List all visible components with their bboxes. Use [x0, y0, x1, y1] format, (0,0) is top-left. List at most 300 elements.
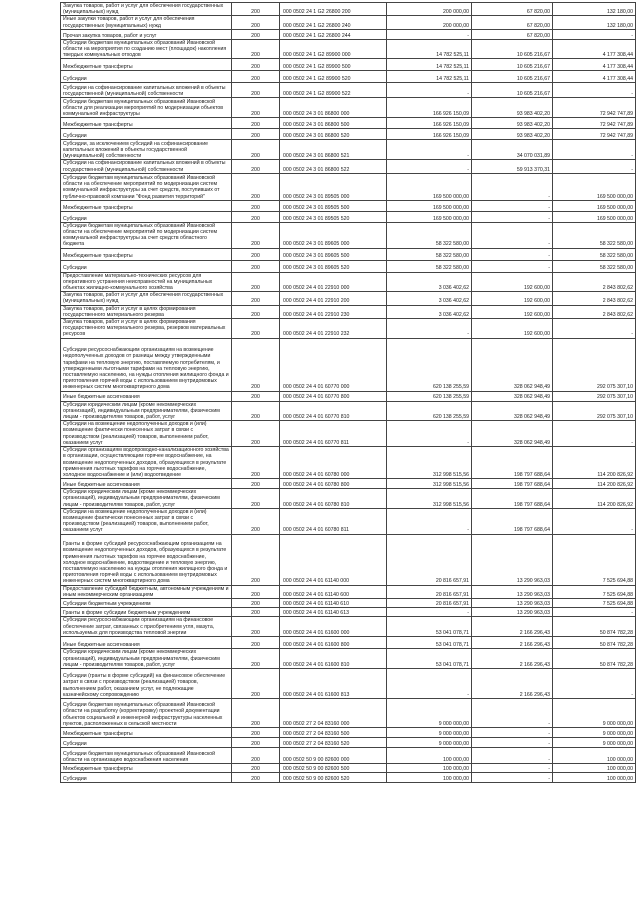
executed-amount-cell: 10 605 216,67 — [472, 83, 553, 98]
expense-name-cell: Субсидии — [61, 211, 232, 222]
classification-code-cell: 000 0502 24 4 01 60780 811 — [280, 508, 387, 534]
classification-code-cell: 000 0502 24 3 01 89505 520 — [280, 211, 387, 222]
table-row — [61, 585, 636, 598]
line-code-cell: 200 — [232, 16, 280, 29]
classification-code-cell: 000 0502 24 3 01 89605 000 — [280, 222, 387, 248]
unexecuted-amount-cell: - — [553, 607, 636, 616]
line-code-cell: 200 — [232, 747, 280, 763]
executed-amount-cell: 2 166 296,43 — [472, 648, 553, 668]
unexecuted-amount-cell: 9 000 000,00 — [553, 698, 636, 727]
expense-name-cell: Иные бюджетные ассигнования — [61, 479, 232, 489]
executed-amount-cell: 10 605 216,67 — [472, 59, 553, 71]
classification-code-cell: 000 0502 24 4 01 60770 000 — [280, 338, 387, 391]
expense-name-cell: Субсидии — [61, 772, 232, 782]
classification-code-cell: 000 0502 24 3 01 86800 520 — [280, 129, 387, 140]
line-code-cell: 200 — [232, 598, 280, 607]
table-row — [61, 118, 636, 129]
unexecuted-amount-cell: - — [553, 668, 636, 698]
approved-amount-cell: - — [387, 607, 472, 616]
classification-code-cell: 000 0502 24 4 01 61600 000 — [280, 616, 387, 636]
unexecuted-amount-cell: 58 322 580,00 — [553, 222, 636, 248]
expense-name-cell: Закупка товаров, работ и услуг в целях формирования государственного материального резерва, резервов материальных ресурсов — [61, 319, 232, 339]
executed-amount-cell: 67 820,00 — [472, 29, 553, 39]
executed-amount-cell: 198 797 688,64 — [472, 489, 553, 509]
approved-amount-cell: 200 000,00 — [387, 16, 472, 29]
unexecuted-amount-cell: 2 843 802,62 — [553, 272, 636, 292]
expense-name-cell: Иные бюджетные ассигнования — [61, 391, 232, 401]
classification-code-cell: 000 0502 24 1 G2 26800 244 — [280, 29, 387, 39]
executed-amount-cell: - — [472, 211, 553, 222]
executed-amount-cell: - — [472, 173, 553, 200]
table-row — [61, 83, 636, 98]
executed-amount-cell: 13 290 963,03 — [472, 534, 553, 585]
approved-amount-cell: 53 041 078,71 — [387, 636, 472, 648]
executed-amount-cell: 13 290 963,03 — [472, 598, 553, 607]
unexecuted-amount-cell: 9 000 000,00 — [553, 727, 636, 737]
expense-name-cell: Закупка товаров, работ и услуг для обеспечения государственных (муниципальных) нужд — [61, 3, 232, 16]
classification-code-cell: 000 0502 50 9 00 82600 000 — [280, 747, 387, 763]
unexecuted-amount-cell: 100 000,00 — [553, 747, 636, 763]
approved-amount-cell: 14 782 525,11 — [387, 39, 472, 59]
table-row — [61, 421, 636, 447]
expense-name-cell: Субсидии на возмещение недополученных доходов и (или) возмещение фактически понесенных затрат в связи с производством (реализацией) товаров, выполнением работ, оказанием услуг — [61, 508, 232, 534]
unexecuted-amount-cell: 72 942 747,89 — [553, 129, 636, 140]
table-row — [61, 305, 636, 318]
approved-amount-cell: 9 000 000,00 — [387, 737, 472, 747]
executed-amount-cell: - — [472, 222, 553, 248]
executed-amount-cell: 93 983 402,20 — [472, 118, 553, 129]
unexecuted-amount-cell: 4 177 308,44 — [553, 71, 636, 83]
approved-amount-cell: - — [387, 160, 472, 173]
unexecuted-amount-cell: 9 000 000,00 — [553, 737, 636, 747]
unexecuted-amount-cell: - — [553, 83, 636, 98]
classification-code-cell: 000 0502 24 4 01 22910 000 — [280, 272, 387, 292]
line-code-cell: 200 — [232, 616, 280, 636]
expense-name-cell: Субсидии ресурсоснабжающим организациям на финансовое обеспечение затрат, связанных с приобретением угля, мазута, используемых для производства тепловой энергии — [61, 616, 232, 636]
approved-amount-cell: - — [387, 83, 472, 98]
unexecuted-amount-cell: 58 322 580,00 — [553, 248, 636, 260]
approved-amount-cell: 20 816 657,91 — [387, 585, 472, 598]
expense-name-cell: Субсидии бюджетам муниципальных образований Ивановской области на мероприятия по созданию мест (площадок) накопления твердых коммунальных отходов — [61, 39, 232, 59]
line-code-cell: 200 — [232, 71, 280, 83]
classification-code-cell: 000 0502 24 4 01 60770 800 — [280, 391, 387, 401]
approved-amount-cell: 9 000 000,00 — [387, 727, 472, 737]
unexecuted-amount-cell: 292 075 307,10 — [553, 401, 636, 421]
approved-amount-cell: 312 998 515,56 — [387, 479, 472, 489]
classification-code-cell: 000 0502 50 9 00 82600 520 — [280, 772, 387, 782]
approved-amount-cell: 53 041 078,71 — [387, 648, 472, 668]
executed-amount-cell: 328 062 948,49 — [472, 401, 553, 421]
classification-code-cell: 000 0502 24 3 01 86800 521 — [280, 140, 387, 160]
table-row — [61, 489, 636, 509]
classification-code-cell: 000 0502 24 1 G2 89900 522 — [280, 83, 387, 98]
classification-code-cell: 000 0502 24 3 01 89605 500 — [280, 248, 387, 260]
line-code-cell: 200 — [232, 607, 280, 616]
line-code-cell: 200 — [232, 763, 280, 772]
line-code-cell: 200 — [232, 272, 280, 292]
unexecuted-amount-cell: 72 942 747,89 — [553, 118, 636, 129]
expense-name-cell: Межбюджетные трансферты — [61, 727, 232, 737]
line-code-cell: 200 — [232, 668, 280, 698]
line-code-cell: 200 — [232, 534, 280, 585]
line-code-cell: 200 — [232, 29, 280, 39]
approved-amount-cell: 100 000,00 — [387, 763, 472, 772]
unexecuted-amount-cell: - — [553, 319, 636, 339]
line-code-cell: 200 — [232, 737, 280, 747]
table-row — [61, 16, 636, 29]
classification-code-cell: 000 0502 24 3 01 89605 520 — [280, 260, 387, 272]
unexecuted-amount-cell: 114 200 826,92 — [553, 447, 636, 479]
table-row — [61, 3, 636, 16]
approved-amount-cell: 169 500 000,00 — [387, 211, 472, 222]
unexecuted-amount-cell: 72 942 747,89 — [553, 98, 636, 118]
approved-amount-cell: 200 000,00 — [387, 3, 472, 16]
unexecuted-amount-cell: 58 322 580,00 — [553, 260, 636, 272]
executed-amount-cell: 93 983 402,20 — [472, 129, 553, 140]
approved-amount-cell: - — [387, 668, 472, 698]
unexecuted-amount-cell: - — [553, 421, 636, 447]
table-row — [61, 772, 636, 782]
line-code-cell: 200 — [232, 585, 280, 598]
approved-amount-cell: 3 036 402,62 — [387, 292, 472, 305]
executed-amount-cell: - — [472, 260, 553, 272]
table-row — [61, 698, 636, 727]
approved-amount-cell: 166 926 150,09 — [387, 129, 472, 140]
table-row — [61, 534, 636, 585]
executed-amount-cell: - — [472, 737, 553, 747]
table-row — [61, 616, 636, 636]
table-row — [61, 200, 636, 211]
expense-name-cell: Субсидии, за исключением субсидий на софинансирование капитальных вложений в объекты государственной (муниципальной) собственности — [61, 140, 232, 160]
line-code-cell: 200 — [232, 59, 280, 71]
expense-name-cell: Субсидии — [61, 71, 232, 83]
table-row — [61, 636, 636, 648]
table-row — [61, 607, 636, 616]
line-code-cell: 200 — [232, 129, 280, 140]
classification-code-cell: 000 0502 24 4 01 22910 232 — [280, 319, 387, 339]
line-code-cell: 200 — [232, 39, 280, 59]
expense-name-cell: Закупка товаров, работ и услуг в целях формирования государственного материального резерва — [61, 305, 232, 318]
line-code-cell: 200 — [232, 391, 280, 401]
table-row — [61, 160, 636, 173]
table-row — [61, 319, 636, 339]
table-row — [61, 129, 636, 140]
expense-name-cell: Субсидии (гранты в форме субсидий) на финансовое обеспечение затрат в связи с производством (реализацией) товаров, выполнением работ, оказанием услуг, не подлежащие казначейскому сопровождению — [61, 668, 232, 698]
expense-name-cell: Субсидии на софинансирование капитальных вложений в объекты государственной (муниципальной) собственности — [61, 83, 232, 98]
classification-code-cell: 000 0502 24 4 01 61140 610 — [280, 598, 387, 607]
expense-name-cell: Иные закупки товаров, работ и услуг для обеспечения государственных (муниципальных) нужд — [61, 16, 232, 29]
expense-name-cell: Субсидии юридическим лицам (кроме некоммерческих организаций), индивидуальным предпринимателям, физическим лицам - производителям товаров, работ, услуг — [61, 401, 232, 421]
line-code-cell: 200 — [232, 222, 280, 248]
line-code-cell: 200 — [232, 211, 280, 222]
approved-amount-cell: 58 322 580,00 — [387, 222, 472, 248]
executed-amount-cell: 198 797 688,64 — [472, 447, 553, 479]
expense-name-cell: Субсидии — [61, 129, 232, 140]
table-row — [61, 98, 636, 118]
unexecuted-amount-cell: 4 177 308,44 — [553, 39, 636, 59]
line-code-cell: 200 — [232, 248, 280, 260]
unexecuted-amount-cell: 100 000,00 — [553, 763, 636, 772]
executed-amount-cell: 192 600,00 — [472, 319, 553, 339]
executed-amount-cell: 198 797 688,64 — [472, 479, 553, 489]
table-row — [61, 260, 636, 272]
executed-amount-cell: 2 166 296,43 — [472, 668, 553, 698]
line-code-cell: 200 — [232, 160, 280, 173]
expense-name-cell: Субсидии организациям водопроводно-канализационного хозяйства в организации, осуществляющим горячее водоснабжение, на возмещение недополученных доходов, образующихся в результате применения льготных тарифов на горячее водоснабжение, холодное водоснабжение и (или) водоотведение — [61, 447, 232, 479]
line-code-cell: 200 — [232, 338, 280, 391]
expense-name-cell: Субсидии бюджетам муниципальных образований Ивановской области на организацию водоснабжения населения — [61, 747, 232, 763]
expense-name-cell: Субсидии бюджетам муниципальных образований Ивановской области для реализации мероприятий по модернизации объектов коммунальной инфраструктуры — [61, 98, 232, 118]
expense-name-cell: Межбюджетные трансферты — [61, 59, 232, 71]
expense-name-cell: Субсидии бюджетам муниципальных образований Ивановской области на разработку (корректировку) проектной документации объектов социальной и инженерной инфраструктуры населенных пунктов, расположенных в сельской местности — [61, 698, 232, 727]
table-row — [61, 401, 636, 421]
executed-amount-cell: 13 290 963,03 — [472, 585, 553, 598]
expense-name-cell: Субсидии бюджетам муниципальных образований Ивановской области на обеспечение мероприятий по модернизации систем коммунальной инфраструктуры за счет средств, поступивших от публично-правовой компании "Фонд развития территорий" — [61, 173, 232, 200]
expense-name-cell: Субсидии на софинансирование капитальных вложений в объекты государственной (муниципальной) собственности — [61, 160, 232, 173]
executed-amount-cell: 59 913 370,31 — [472, 160, 553, 173]
table-row — [61, 211, 636, 222]
approved-amount-cell: - — [387, 421, 472, 447]
unexecuted-amount-cell: - — [553, 140, 636, 160]
line-code-cell: 200 — [232, 260, 280, 272]
approved-amount-cell: - — [387, 29, 472, 39]
unexecuted-amount-cell: 169 500 000,00 — [553, 200, 636, 211]
unexecuted-amount-cell: 114 200 826,92 — [553, 479, 636, 489]
classification-code-cell: 000 0502 24 4 01 22910 200 — [280, 292, 387, 305]
executed-amount-cell: 67 820,00 — [472, 3, 553, 16]
expense-name-cell: Межбюджетные трансферты — [61, 118, 232, 129]
table-row — [61, 747, 636, 763]
executed-amount-cell: 13 290 963,03 — [472, 607, 553, 616]
executed-amount-cell: - — [472, 200, 553, 211]
expense-name-cell: Закупка товаров, работ и услуг для обеспечения государственных (муниципальных) нужд — [61, 292, 232, 305]
table-row — [61, 447, 636, 479]
line-code-cell: 200 — [232, 173, 280, 200]
table-row — [61, 391, 636, 401]
classification-code-cell: 000 0502 24 4 01 60770 811 — [280, 421, 387, 447]
approved-amount-cell: 166 926 150,09 — [387, 118, 472, 129]
classification-code-cell: 000 0502 24 4 01 61600 810 — [280, 648, 387, 668]
classification-code-cell: 000 0502 24 4 01 60770 810 — [280, 401, 387, 421]
table-row — [61, 39, 636, 59]
approved-amount-cell: 9 000 000,00 — [387, 698, 472, 727]
table-row — [61, 292, 636, 305]
table-body — [61, 3, 636, 783]
unexecuted-amount-cell: 50 874 782,28 — [553, 636, 636, 648]
expense-name-cell: Субсидии на возмещение недополученных доходов и (или) возмещение фактически понесенных затрат в связи с производством (реализацией) товаров, выполнением работ, оказанием услуг — [61, 421, 232, 447]
table-row — [61, 763, 636, 772]
executed-amount-cell: 328 062 948,49 — [472, 338, 553, 391]
classification-code-cell: 000 0502 24 3 01 86800 500 — [280, 118, 387, 129]
executed-amount-cell: 192 600,00 — [472, 292, 553, 305]
unexecuted-amount-cell: 50 874 782,28 — [553, 616, 636, 636]
classification-code-cell: 000 0502 24 4 01 22910 230 — [280, 305, 387, 318]
table-row — [61, 71, 636, 83]
approved-amount-cell: 620 138 255,59 — [387, 391, 472, 401]
approved-amount-cell: 169 500 000,00 — [387, 200, 472, 211]
approved-amount-cell: 620 138 255,59 — [387, 401, 472, 421]
unexecuted-amount-cell: 50 874 782,28 — [553, 648, 636, 668]
line-code-cell: 200 — [232, 698, 280, 727]
classification-code-cell: 000 0502 24 3 01 89505 500 — [280, 200, 387, 211]
unexecuted-amount-cell: 292 075 307,10 — [553, 338, 636, 391]
approved-amount-cell: 620 138 255,59 — [387, 338, 472, 391]
line-code-cell: 200 — [232, 98, 280, 118]
expense-name-cell: Гранты в форме субсидии бюджетным учреждениям — [61, 607, 232, 616]
executed-amount-cell: 192 600,00 — [472, 272, 553, 292]
expense-name-cell: Межбюджетные трансферты — [61, 763, 232, 772]
approved-amount-cell: 58 322 580,00 — [387, 248, 472, 260]
expense-name-cell: Субсидии юридическим лицам (кроме некоммерческих организаций), индивидуальным предпринимателям, физическим лицам - производителям товаров, работ, услуг — [61, 648, 232, 668]
expense-name-cell: Субсидии ресурсоснабжающим организациям на возмещение недополученных доходов от разницы между утвержденными тарифами на тепловую энергию, поставляемую потребителям, и утвержденными льготными тарифами на тепловую энергию, поставляемую населению, на нужды отопления жилищного фонда и приготовления горячей воды с использованием внутридомовых инженерных систем многоквартирного дома — [61, 338, 232, 391]
expense-name-cell: Прочая закупка товаров, работ и услуг — [61, 29, 232, 39]
executed-amount-cell: 93 983 402,20 — [472, 98, 553, 118]
unexecuted-amount-cell: 169 500 000,00 — [553, 211, 636, 222]
approved-amount-cell: 312 998 515,56 — [387, 489, 472, 509]
classification-code-cell: 000 0502 50 9 00 82600 500 — [280, 763, 387, 772]
approved-amount-cell: 14 782 525,11 — [387, 71, 472, 83]
executed-amount-cell: - — [472, 727, 553, 737]
line-code-cell: 200 — [232, 200, 280, 211]
table-row — [61, 508, 636, 534]
classification-code-cell: 000 0502 24 4 01 61140 613 — [280, 607, 387, 616]
classification-code-cell: 000 0502 24 4 01 60780 810 — [280, 489, 387, 509]
approved-amount-cell: 20 816 657,91 — [387, 598, 472, 607]
table-row — [61, 173, 636, 200]
table-row — [61, 668, 636, 698]
classification-code-cell: 000 0502 24 4 01 61600 800 — [280, 636, 387, 648]
approved-amount-cell: - — [387, 508, 472, 534]
table-row — [61, 248, 636, 260]
line-code-cell: 200 — [232, 489, 280, 509]
expense-name-cell: Иные бюджетные ассигнования — [61, 636, 232, 648]
executed-amount-cell: - — [472, 763, 553, 772]
expense-name-cell: Предоставление материально-технических ресурсов для оперативного устранения неисправностей на муниципальных объектах жилищно-коммунального хозяйства — [61, 272, 232, 292]
line-code-cell: 200 — [232, 648, 280, 668]
table-row — [61, 479, 636, 489]
classification-code-cell: 000 0502 24 4 01 61140 000 — [280, 534, 387, 585]
executed-amount-cell: 192 600,00 — [472, 305, 553, 318]
expense-name-cell: Субсидии юридическим лицам (кроме некоммерческих организаций), индивидуальным предпринимателям, физическим лицам - производителям товаров, работ, услуг — [61, 489, 232, 509]
table-row — [61, 727, 636, 737]
table-row — [61, 338, 636, 391]
line-code-cell: 200 — [232, 305, 280, 318]
classification-code-cell: 000 0502 24 4 01 60780 000 — [280, 447, 387, 479]
unexecuted-amount-cell: 132 180,00 — [553, 16, 636, 29]
classification-code-cell: 000 0502 24 4 01 61600 813 — [280, 668, 387, 698]
unexecuted-amount-cell: - — [553, 160, 636, 173]
line-code-cell: 200 — [232, 319, 280, 339]
expense-name-cell: Субсидии бюджетам муниципальных образований Ивановской области на обеспечение мероприятий по модернизации систем коммунальной инфраструктуры за счет средств областного бюджета — [61, 222, 232, 248]
executed-amount-cell: 198 797 688,64 — [472, 508, 553, 534]
approved-amount-cell: 58 322 580,00 — [387, 260, 472, 272]
unexecuted-amount-cell: 169 500 000,00 — [553, 173, 636, 200]
approved-amount-cell: - — [387, 319, 472, 339]
approved-amount-cell: 312 998 515,56 — [387, 447, 472, 479]
executed-amount-cell: 10 605 216,67 — [472, 39, 553, 59]
line-code-cell: 200 — [232, 421, 280, 447]
executed-amount-cell: 2 166 296,43 — [472, 616, 553, 636]
classification-code-cell: 000 0502 24 1 G2 89900 520 — [280, 71, 387, 83]
line-code-cell: 200 — [232, 292, 280, 305]
unexecuted-amount-cell: 7 525 694,88 — [553, 598, 636, 607]
executed-amount-cell: - — [472, 772, 553, 782]
budget-execution-table — [60, 2, 636, 783]
table-row — [61, 737, 636, 747]
unexecuted-amount-cell: 2 843 802,62 — [553, 305, 636, 318]
expense-name-cell: Субсидии — [61, 737, 232, 747]
executed-amount-cell: - — [472, 248, 553, 260]
expense-name-cell: Предоставление субсидий бюджетным, автономным учреждениям и иным некоммерческим организациям — [61, 585, 232, 598]
line-code-cell: 200 — [232, 479, 280, 489]
classification-code-cell: 000 0502 27 2 04 83160 520 — [280, 737, 387, 747]
executed-amount-cell: - — [472, 698, 553, 727]
classification-code-cell: 000 0502 24 1 G2 89900 000 — [280, 39, 387, 59]
table-row — [61, 598, 636, 607]
unexecuted-amount-cell: - — [553, 29, 636, 39]
executed-amount-cell: 10 605 216,67 — [472, 71, 553, 83]
line-code-cell: 200 — [232, 636, 280, 648]
table-row — [61, 140, 636, 160]
line-code-cell: 200 — [232, 3, 280, 16]
classification-code-cell: 000 0502 24 3 01 89505 000 — [280, 173, 387, 200]
expense-name-cell: Межбюджетные трансферты — [61, 248, 232, 260]
unexecuted-amount-cell: 114 200 826,92 — [553, 489, 636, 509]
unexecuted-amount-cell: 2 843 802,62 — [553, 292, 636, 305]
executed-amount-cell: 67 820,00 — [472, 16, 553, 29]
executed-amount-cell: 328 062 948,49 — [472, 421, 553, 447]
classification-code-cell: 000 0502 24 3 01 86800 000 — [280, 98, 387, 118]
approved-amount-cell: 3 036 402,62 — [387, 305, 472, 318]
line-code-cell: 200 — [232, 772, 280, 782]
approved-amount-cell: 100 000,00 — [387, 747, 472, 763]
executed-amount-cell: 2 166 296,43 — [472, 636, 553, 648]
approved-amount-cell: 3 036 402,62 — [387, 272, 472, 292]
unexecuted-amount-cell: 7 525 694,88 — [553, 534, 636, 585]
unexecuted-amount-cell: 7 525 694,88 — [553, 585, 636, 598]
expense-name-cell: Субсидии бюджетным учреждениям — [61, 598, 232, 607]
executed-amount-cell: 34 070 031,89 — [472, 140, 553, 160]
approved-amount-cell: 166 926 150,09 — [387, 98, 472, 118]
unexecuted-amount-cell: 292 075 307,10 — [553, 391, 636, 401]
approved-amount-cell: - — [387, 140, 472, 160]
approved-amount-cell: 100 000,00 — [387, 772, 472, 782]
table-row — [61, 222, 636, 248]
expense-name-cell: Межбюджетные трансферты — [61, 200, 232, 211]
line-code-cell: 200 — [232, 401, 280, 421]
classification-code-cell: 000 0502 24 4 01 60780 800 — [280, 479, 387, 489]
approved-amount-cell: 53 041 078,71 — [387, 616, 472, 636]
table-row — [61, 59, 636, 71]
approved-amount-cell: 14 782 525,11 — [387, 59, 472, 71]
table-row — [61, 648, 636, 668]
approved-amount-cell: 20 816 657,91 — [387, 534, 472, 585]
classification-code-cell: 000 0502 24 4 01 61140 600 — [280, 585, 387, 598]
line-code-cell: 200 — [232, 83, 280, 98]
line-code-cell: 200 — [232, 118, 280, 129]
unexecuted-amount-cell: 132 180,00 — [553, 3, 636, 16]
line-code-cell: 200 — [232, 447, 280, 479]
unexecuted-amount-cell: 100 000,00 — [553, 772, 636, 782]
table-row — [61, 272, 636, 292]
line-code-cell: 200 — [232, 508, 280, 534]
line-code-cell: 200 — [232, 727, 280, 737]
classification-code-cell: 000 0502 24 1 G2 89900 500 — [280, 59, 387, 71]
line-code-cell: 200 — [232, 140, 280, 160]
classification-code-cell: 000 0502 24 1 G2 26800 200 — [280, 3, 387, 16]
executed-amount-cell: - — [472, 747, 553, 763]
expense-name-cell: Гранты в форме субсидий ресурсоснабжающим организациям на возмещение недополученных доходов, образующихся в результате применения льготных тарифов на горячее водоснабжение, холодное водоснабжение, водоотведение и тепловую энергию, поставляемую населению на нужды отопления жилищного фонда и приготовления горячей воды с использованием внутридомовых инженерных систем многоквартирного дома — [61, 534, 232, 585]
